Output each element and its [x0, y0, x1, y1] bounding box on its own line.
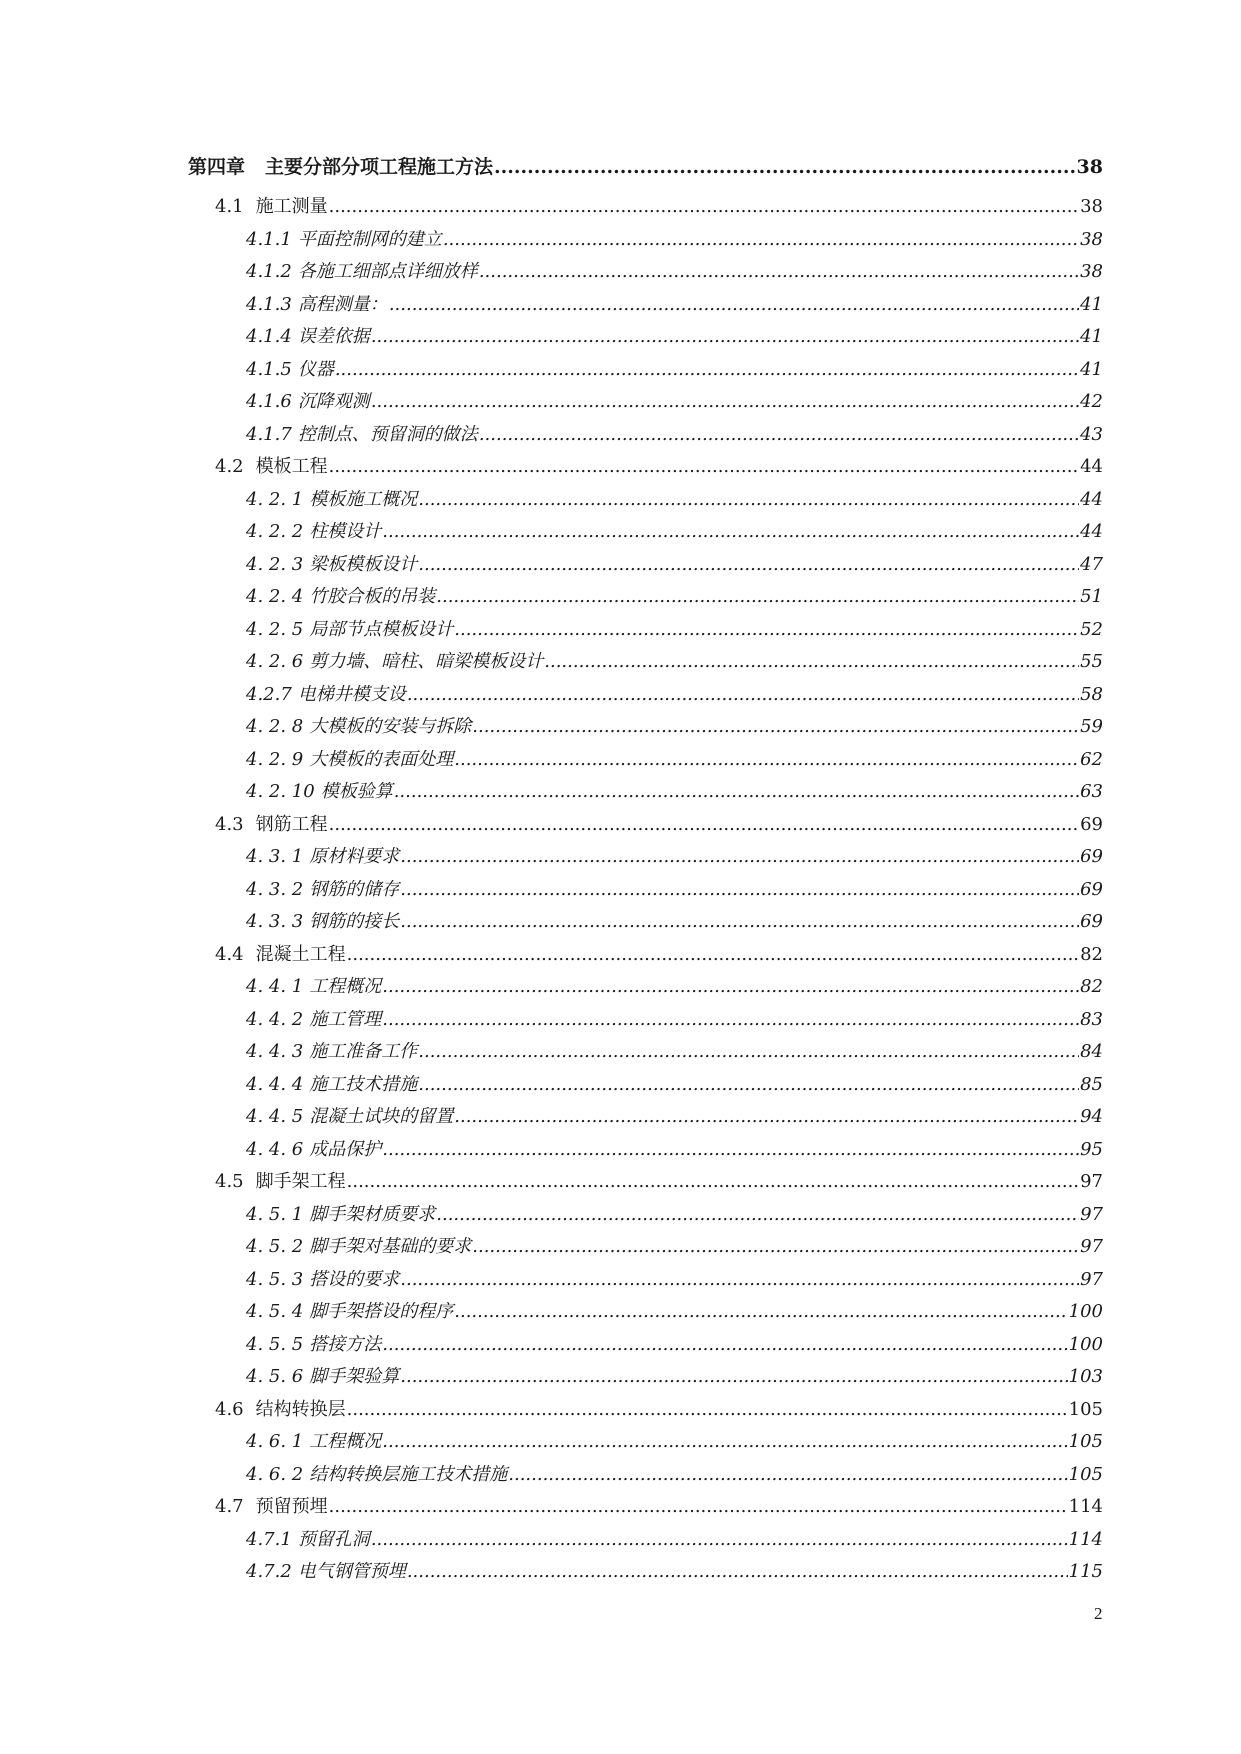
toc-entry-number: 4. 5. 5 [246, 1333, 304, 1355]
toc-entry-page: 44 [1080, 488, 1103, 510]
toc-entry-number: 4. 4. 4 [246, 1073, 304, 1095]
toc-entry-page: 69 [1080, 878, 1103, 900]
toc-entry-number: 4. 2. 8 [246, 716, 304, 737]
toc-entry-title: 各施工细部点详细放样 [297, 261, 478, 282]
toc-entry-page: 69 [1080, 846, 1103, 867]
toc-subsection-entry[interactable] [188, 1037, 1103, 1070]
toc-subsection-entry[interactable] [188, 1005, 1103, 1038]
toc-subsection-entry[interactable] [188, 290, 1103, 323]
toc-dot-leader [418, 554, 1079, 575]
toc-entry-title: 结构转换层 [255, 1398, 346, 1420]
toc-entry-page: 38 [1080, 261, 1103, 282]
toc-entry-title: 误差依据 [297, 326, 370, 347]
toc-subsection-entry[interactable] [188, 1070, 1103, 1103]
toc-dot-leader [400, 911, 1079, 932]
toc-entry-page: 52 [1080, 618, 1103, 640]
toc-entry-title: 预留预埋 [255, 1496, 328, 1517]
toc-dot-leader [382, 1334, 1067, 1355]
toc-subsection-entry[interactable] [188, 485, 1103, 518]
toc-entry-number: 4.7.2 [246, 1561, 292, 1582]
toc-entry-title: 脚手架验算 [309, 1366, 400, 1387]
toc-entry-number: 4. 6. 1 [246, 1431, 304, 1452]
toc-entry-page: 44 [1080, 456, 1103, 477]
toc-entry-title: 原材料要求 [309, 846, 400, 867]
toc-dot-leader [418, 1074, 1079, 1095]
toc-entry-title: 混凝土试块的留置 [309, 1106, 454, 1127]
toc-entry-number: 4. 2. 6 [246, 651, 304, 672]
toc-entry-number: 4. 4. 3 [246, 1041, 304, 1062]
toc-entry-number: 4.7 [215, 1496, 244, 1517]
toc-entry-title: 平面控制网的建立 [297, 228, 442, 250]
toc-dot-leader [472, 716, 1079, 737]
toc-entry-number: 4.1.3 [246, 293, 292, 315]
toc-subsection-entry[interactable] [188, 1330, 1103, 1363]
toc-entry-page: 97 [1080, 1171, 1103, 1192]
toc-entry-page: 41 [1080, 293, 1103, 315]
toc-dot-leader [400, 846, 1079, 867]
toc-dot-leader [436, 1204, 1079, 1225]
toc-subsection-entry[interactable] [188, 582, 1103, 615]
toc-entry-title: 高程测量： [297, 293, 388, 315]
toc-entry-number: 4.2.7 [246, 683, 292, 705]
toc-entry-number: 4. 6. 2 [246, 1463, 304, 1485]
toc-entry-title: 竹胶合板的吊装 [309, 586, 436, 607]
toc-dot-leader [407, 684, 1079, 705]
toc-entry-number: 4. 5. 6 [246, 1366, 304, 1387]
toc-entry-page: 115 [1068, 1561, 1103, 1582]
toc-entry-page: 82 [1080, 943, 1103, 965]
toc-dot-leader [454, 619, 1079, 640]
toc-subsection-entry[interactable] [188, 1297, 1103, 1330]
toc-entry-page: 47 [1080, 553, 1103, 575]
toc-entry-number: 4.6 [215, 1398, 244, 1420]
toc-dot-leader [454, 1301, 1067, 1322]
toc-entry-page: 69 [1080, 911, 1103, 932]
toc-dot-leader [418, 1041, 1079, 1062]
toc-entry-title: 工程概况 [309, 1431, 382, 1452]
toc-entry-number: 4.4 [215, 943, 244, 965]
toc-subsection-entry[interactable] [188, 1265, 1103, 1298]
toc-entry-title: 大模板的安装与拆除 [309, 716, 472, 737]
toc-entry-title: 钢筋的接长 [309, 911, 400, 932]
toc-entry-number: 4. 2. 1 [246, 488, 304, 510]
toc-entry-title: 沉降观测 [297, 391, 370, 412]
toc-subsection-entry[interactable] [188, 712, 1103, 745]
toc-entry-title: 仪器 [297, 358, 334, 380]
toc-entry-page: 51 [1080, 586, 1103, 607]
toc-section-entry[interactable] [188, 1167, 1103, 1200]
toc-entry-title: 结构转换层施工技术措施 [309, 1463, 508, 1485]
toc-dot-leader [382, 521, 1079, 542]
toc-entry-title: 钢筋的储存 [309, 878, 400, 900]
toc-entry-number: 4.2 [215, 456, 244, 477]
toc-dot-leader [479, 261, 1079, 282]
toc-entry-title: 模板施工概况 [309, 488, 418, 510]
toc-section-entry[interactable] [188, 452, 1103, 485]
toc-entry-page: 43 [1080, 423, 1103, 445]
toc-entry-page: 62 [1080, 748, 1103, 770]
toc-entry-page: 114 [1068, 1528, 1103, 1550]
toc-dot-leader [479, 424, 1079, 445]
toc-entry-number: 4. 3. 1 [246, 846, 304, 867]
toc-entry-number: 4. 2. 9 [246, 748, 304, 770]
toc-subsection-entry[interactable] [188, 1135, 1103, 1168]
toc-dot-leader [436, 586, 1079, 607]
toc-entry-page: 105 [1068, 1431, 1103, 1452]
toc-subsection-entry[interactable] [188, 875, 1103, 908]
toc-subsection-entry[interactable] [188, 355, 1103, 388]
toc-entry-page: 85 [1080, 1073, 1103, 1095]
toc-subsection-entry[interactable] [188, 1362, 1103, 1395]
toc-entry-number: 4.5 [215, 1171, 244, 1192]
toc-entry-title: 柱模设计 [309, 521, 382, 542]
toc-dot-leader [472, 1236, 1079, 1257]
toc-entry-title: 施工技术措施 [309, 1073, 418, 1095]
toc-entry-page: 83 [1080, 1008, 1103, 1030]
toc-entry-page: 69 [1080, 813, 1103, 835]
toc-entry-number: 4. 5. 2 [246, 1236, 304, 1257]
toc-entry-number: 4. 2. 4 [246, 586, 304, 607]
toc-entry-page: 58 [1080, 683, 1103, 705]
toc-dot-leader [508, 1464, 1067, 1485]
toc-subsection-entry[interactable] [188, 420, 1103, 453]
toc-dot-leader [335, 359, 1079, 380]
toc-subsection-entry[interactable] [188, 1200, 1103, 1233]
toc-dot-leader [443, 229, 1079, 250]
toc-entry-number: 4. 5. 1 [246, 1203, 304, 1225]
toc-entry-title: 脚手架工程 [255, 1171, 346, 1192]
toc-section-entry[interactable] [188, 810, 1103, 843]
toc-entry-title: 钢筋工程 [255, 813, 328, 835]
toc-entry-number: 4.1 [215, 196, 244, 217]
toc-section-entry[interactable] [188, 1492, 1103, 1525]
toc-entry-title: 模板验算 [320, 781, 393, 802]
toc-dot-leader [347, 944, 1079, 965]
toc-section-entry[interactable] [188, 940, 1103, 973]
toc-dot-leader [371, 326, 1079, 347]
page-number: 2 [1094, 1604, 1103, 1623]
toc-subsection-entry[interactable] [188, 680, 1103, 713]
toc-entry-page: 63 [1080, 781, 1103, 802]
toc-entry-page: 38 [1076, 156, 1103, 178]
toc-entry-number: 4.3 [215, 813, 244, 835]
toc-entry-page: 59 [1080, 716, 1103, 737]
toc-subsection-entry[interactable] [188, 745, 1103, 778]
toc-entry-number: 4. 2. 2 [246, 521, 304, 542]
toc-entry-page: 41 [1080, 326, 1103, 347]
toc-entry-page: 82 [1080, 976, 1103, 997]
toc-dot-leader [454, 1106, 1079, 1127]
toc-entry-title: 局部节点模板设计 [309, 618, 454, 640]
toc-subsection-entry[interactable] [188, 615, 1103, 648]
toc-subsection-entry[interactable] [188, 517, 1103, 550]
toc-entry-page: 105 [1068, 1398, 1103, 1420]
toc-entry-title: 预留孔洞 [297, 1528, 370, 1550]
toc-entry-page: 97 [1080, 1268, 1103, 1290]
toc-entry-number: 4. 4. 5 [246, 1106, 304, 1127]
toc-section-entry[interactable] [188, 192, 1103, 225]
toc-entry-number: 4.1.4 [246, 326, 292, 347]
toc-subsection-entry[interactable] [188, 257, 1103, 290]
toc-dot-leader [382, 1431, 1067, 1452]
toc-entry-title: 主要分部分项工程施工方法 [265, 156, 494, 178]
toc-entry-page: 95 [1080, 1138, 1103, 1160]
toc-entry-page: 97 [1080, 1236, 1103, 1257]
toc-dot-leader [382, 1009, 1079, 1030]
toc-dot-leader [389, 294, 1079, 315]
toc-entry-number: 4. 2. 3 [246, 553, 304, 575]
toc-subsection-entry[interactable] [188, 550, 1103, 583]
toc-dot-leader [371, 391, 1079, 412]
toc-subsection-entry[interactable] [188, 1232, 1103, 1265]
toc-entry-number: 第四章 [188, 156, 246, 178]
toc-chapter-entry[interactable] [188, 152, 1103, 192]
toc-subsection-entry[interactable] [188, 1460, 1103, 1493]
toc-entry-page: 94 [1080, 1106, 1103, 1127]
toc-entry-number: 4. 3. 2 [246, 878, 304, 900]
toc-entry-number: 4.7.1 [246, 1528, 292, 1550]
toc-entry-page: 103 [1068, 1366, 1103, 1387]
toc-dot-leader [454, 749, 1079, 770]
toc-entry-number: 4. 5. 4 [246, 1301, 304, 1322]
toc-entry-number: 4. 4. 2 [246, 1008, 304, 1030]
toc-section-entry[interactable] [188, 1395, 1103, 1428]
toc-dot-leader [347, 1399, 1068, 1420]
toc-entry-title: 模板工程 [255, 456, 328, 477]
toc-entry-page: 42 [1080, 391, 1103, 412]
toc-dot-leader [400, 1366, 1067, 1387]
toc-entry-page: 105 [1068, 1463, 1103, 1485]
toc-entry-title: 脚手架材质要求 [309, 1203, 436, 1225]
toc-dot-leader [400, 879, 1079, 900]
toc-entry-title: 电气钢管预埋 [297, 1561, 406, 1582]
toc-entry-page: 38 [1080, 228, 1103, 250]
toc-entry-number: 4.1.6 [246, 391, 292, 412]
toc-entry-title: 搭接方法 [309, 1333, 382, 1355]
toc-entry-page: 100 [1068, 1301, 1103, 1322]
toc-entry-title: 梁板模板设计 [309, 553, 418, 575]
toc-entry-title: 脚手架搭设的程序 [309, 1301, 454, 1322]
toc-dot-leader [329, 196, 1079, 217]
toc-subsection-entry[interactable] [188, 1557, 1103, 1590]
toc-entry-title: 控制点、预留洞的做法 [297, 423, 478, 445]
toc-entry-title: 施工测量 [255, 196, 328, 217]
toc-entry-number: 4. 5. 3 [246, 1268, 304, 1290]
toc-subsection-entry[interactable] [188, 972, 1103, 1005]
toc-subsection-entry[interactable] [188, 1102, 1103, 1135]
toc-entry-title: 成品保护 [309, 1138, 382, 1160]
toc-entry-title: 施工管理 [309, 1008, 382, 1030]
toc-entry-page: 84 [1080, 1041, 1103, 1062]
toc-subsection-entry[interactable] [188, 225, 1103, 258]
toc-dot-leader [418, 489, 1079, 510]
toc-entry-page: 44 [1080, 521, 1103, 542]
toc-dot-leader [394, 781, 1079, 802]
toc-subsection-entry[interactable] [188, 842, 1103, 875]
toc-subsection-entry[interactable] [188, 1525, 1103, 1558]
toc-entry-page: 100 [1068, 1333, 1103, 1355]
toc-entry-number: 4. 2. 10 [246, 781, 315, 802]
toc-entry-title: 脚手架对基础的要求 [309, 1236, 472, 1257]
toc-entry-page: 38 [1080, 196, 1103, 217]
toc-entry-title: 大模板的表面处理 [309, 748, 454, 770]
toc-entry-number: 4.1.7 [246, 423, 292, 445]
toc-subsection-entry[interactable] [188, 647, 1103, 680]
toc-dot-leader [329, 814, 1079, 835]
toc-entry-title: 搭设的要求 [309, 1268, 400, 1290]
toc-dot-leader [347, 1171, 1079, 1192]
toc-dot-leader [382, 976, 1079, 997]
toc-entry-title: 工程概况 [309, 976, 382, 997]
toc-entry-title: 混凝土工程 [255, 943, 346, 965]
toc-dot-leader [329, 1496, 1068, 1517]
toc-entry-page: 114 [1068, 1496, 1103, 1517]
toc-entry-page: 97 [1080, 1203, 1103, 1225]
toc-entry-page: 41 [1080, 358, 1103, 380]
toc-entry-number: 4.1.1 [246, 228, 292, 250]
table-of-contents [188, 152, 1103, 1590]
toc-subsection-entry[interactable] [188, 1427, 1103, 1460]
toc-subsection-entry[interactable] [188, 387, 1103, 420]
toc-subsection-entry[interactable] [188, 322, 1103, 355]
toc-entry-number: 4. 4. 1 [246, 976, 304, 997]
toc-dot-leader [407, 1561, 1068, 1582]
toc-dot-leader [494, 156, 1076, 178]
toc-entry-page: 55 [1080, 651, 1103, 672]
toc-entry-number: 4. 3. 3 [246, 911, 304, 932]
toc-entry-title: 剪力墙、暗柱、暗梁模板设计 [309, 651, 544, 672]
toc-entry-number: 4.1.2 [246, 261, 292, 282]
toc-dot-leader [544, 651, 1079, 672]
toc-dot-leader [400, 1269, 1079, 1290]
toc-dot-leader [329, 456, 1079, 477]
toc-subsection-entry[interactable] [188, 777, 1103, 810]
toc-entry-number: 4.1.5 [246, 358, 292, 380]
toc-entry-number: 4. 2. 5 [246, 618, 304, 640]
toc-dot-leader [382, 1139, 1079, 1160]
toc-dot-leader [371, 1529, 1068, 1550]
toc-entry-title: 电梯井模支设 [297, 683, 406, 705]
toc-entry-title: 施工准备工作 [309, 1041, 418, 1062]
toc-subsection-entry[interactable] [188, 907, 1103, 940]
toc-entry-number: 4. 4. 6 [246, 1138, 304, 1160]
